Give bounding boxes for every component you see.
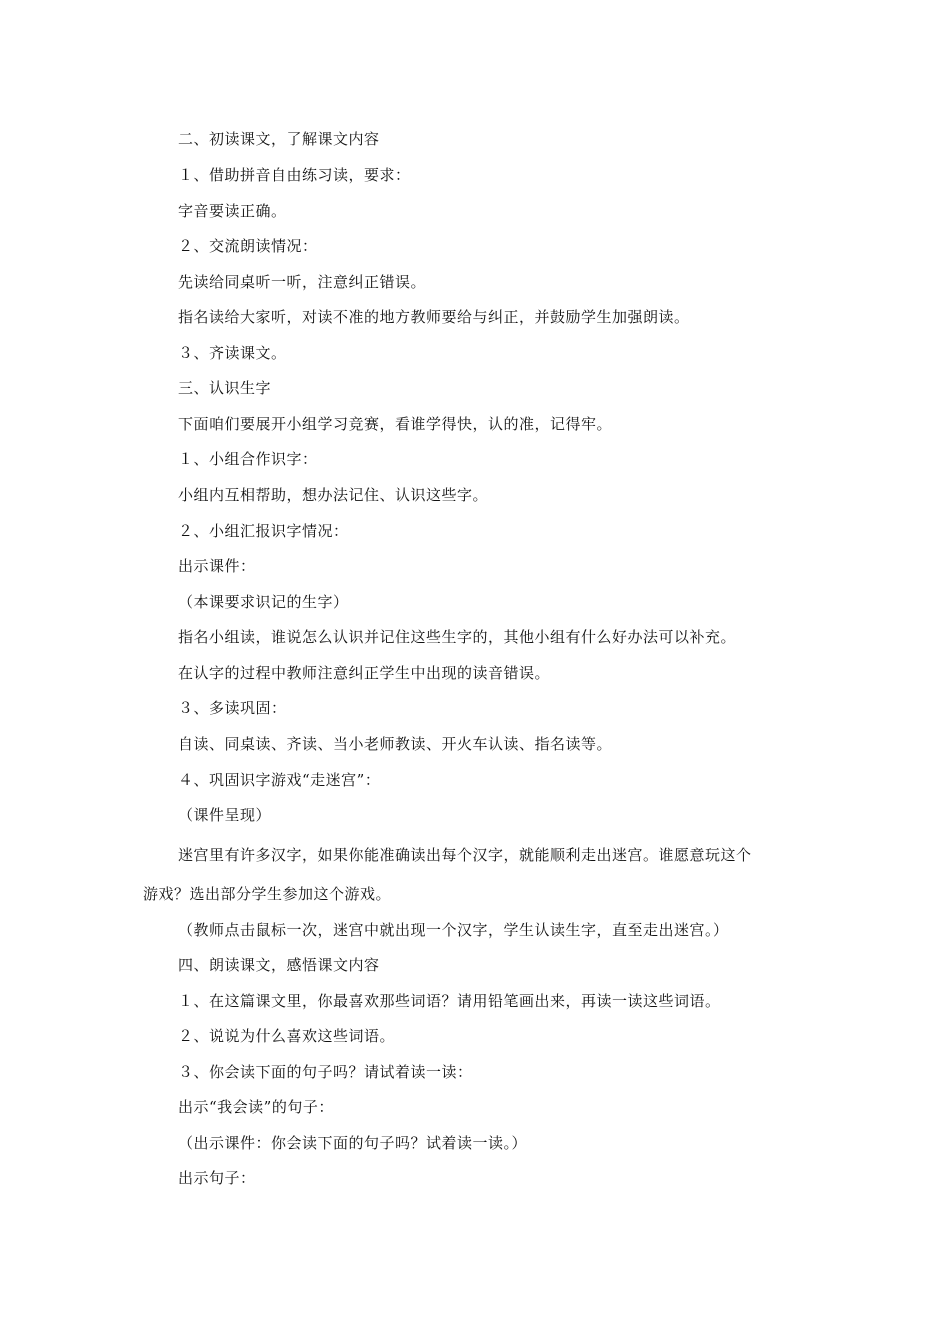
paragraph-line: 在认字的过程中教师注意纠正学生中出现的读音错误。 (178, 664, 551, 682)
paragraph-line: ３、你会读下面的句子吗？请试着读一读： (178, 1063, 473, 1081)
heading-section-4: 四、朗读课文，感悟课文内容 (178, 956, 380, 974)
paragraph-line: （课件呈现） (178, 806, 272, 824)
paragraph-line: 指名小组读，谁说怎么认识并记住这些生字的，其他小组有什么好办法可以补充。 (178, 628, 737, 646)
paragraph-line: １、借助拼音自由练习读，要求： (178, 166, 411, 184)
paragraph-line: ３、齐读课文。 (178, 344, 287, 362)
paragraph-line: （本课要求识记的生字） (178, 593, 349, 611)
heading-section-2: 二、初读课文，了解课文内容 (178, 130, 380, 148)
paragraph-line: ２、交流朗读情况： (178, 237, 318, 255)
paragraph-line: 小组内互相帮助，想办法记住、认识这些字。 (178, 486, 489, 504)
paragraph-line: １、小组合作识字： (178, 450, 318, 468)
heading-section-3: 三、认识生字 (178, 379, 272, 397)
paragraph-line: 迷宫里有许多汉字，如果你能准确读出每个汉字，就能顺利走出迷宫。谁愿意玩这个 (178, 846, 752, 864)
paragraph-line-continued: 游戏？选出部分学生参加这个游戏。 (143, 885, 392, 903)
paragraph-line: 指名读给大家听，对读不准的地方教师要给与纠正，并鼓励学生加强朗读。 (178, 308, 690, 326)
paragraph-line: ３、多读巩固： (178, 699, 287, 717)
paragraph-line: １、在这篇课文里，你最喜欢那些词语？请用铅笔画出来，再读一读这些词语。 (178, 992, 721, 1010)
paragraph-line: （出示课件：你会读下面的句子吗？试着读一读。） (178, 1134, 528, 1152)
paragraph-line: 字音要读正确。 (178, 202, 287, 220)
paragraph-line: 出示“我会读”的句子： (178, 1098, 334, 1116)
paragraph-line: 出示句子： (178, 1169, 256, 1187)
paragraph-line: 自读、同桌读、齐读、当小老师教读、开火车认读、指名读等。 (178, 735, 613, 753)
paragraph-line: ４、巩固识字游戏“走迷宫”： (178, 771, 381, 789)
paragraph-line: ２、说说为什么喜欢这些词语。 (178, 1027, 396, 1045)
paragraph-line: 出示课件： (178, 557, 256, 575)
paragraph-line: ２、小组汇报识字情况： (178, 522, 349, 540)
paragraph-line: 下面咱们要展开小组学习竞赛，看谁学得快，认的准，记得牢。 (178, 415, 613, 433)
paragraph-line: （教师点击鼠标一次，迷宫中就出现一个汉字，学生认读生字，直至走出迷宫。） (178, 921, 729, 939)
paragraph-line: 先读给同桌听一听，注意纠正错误。 (178, 273, 427, 291)
